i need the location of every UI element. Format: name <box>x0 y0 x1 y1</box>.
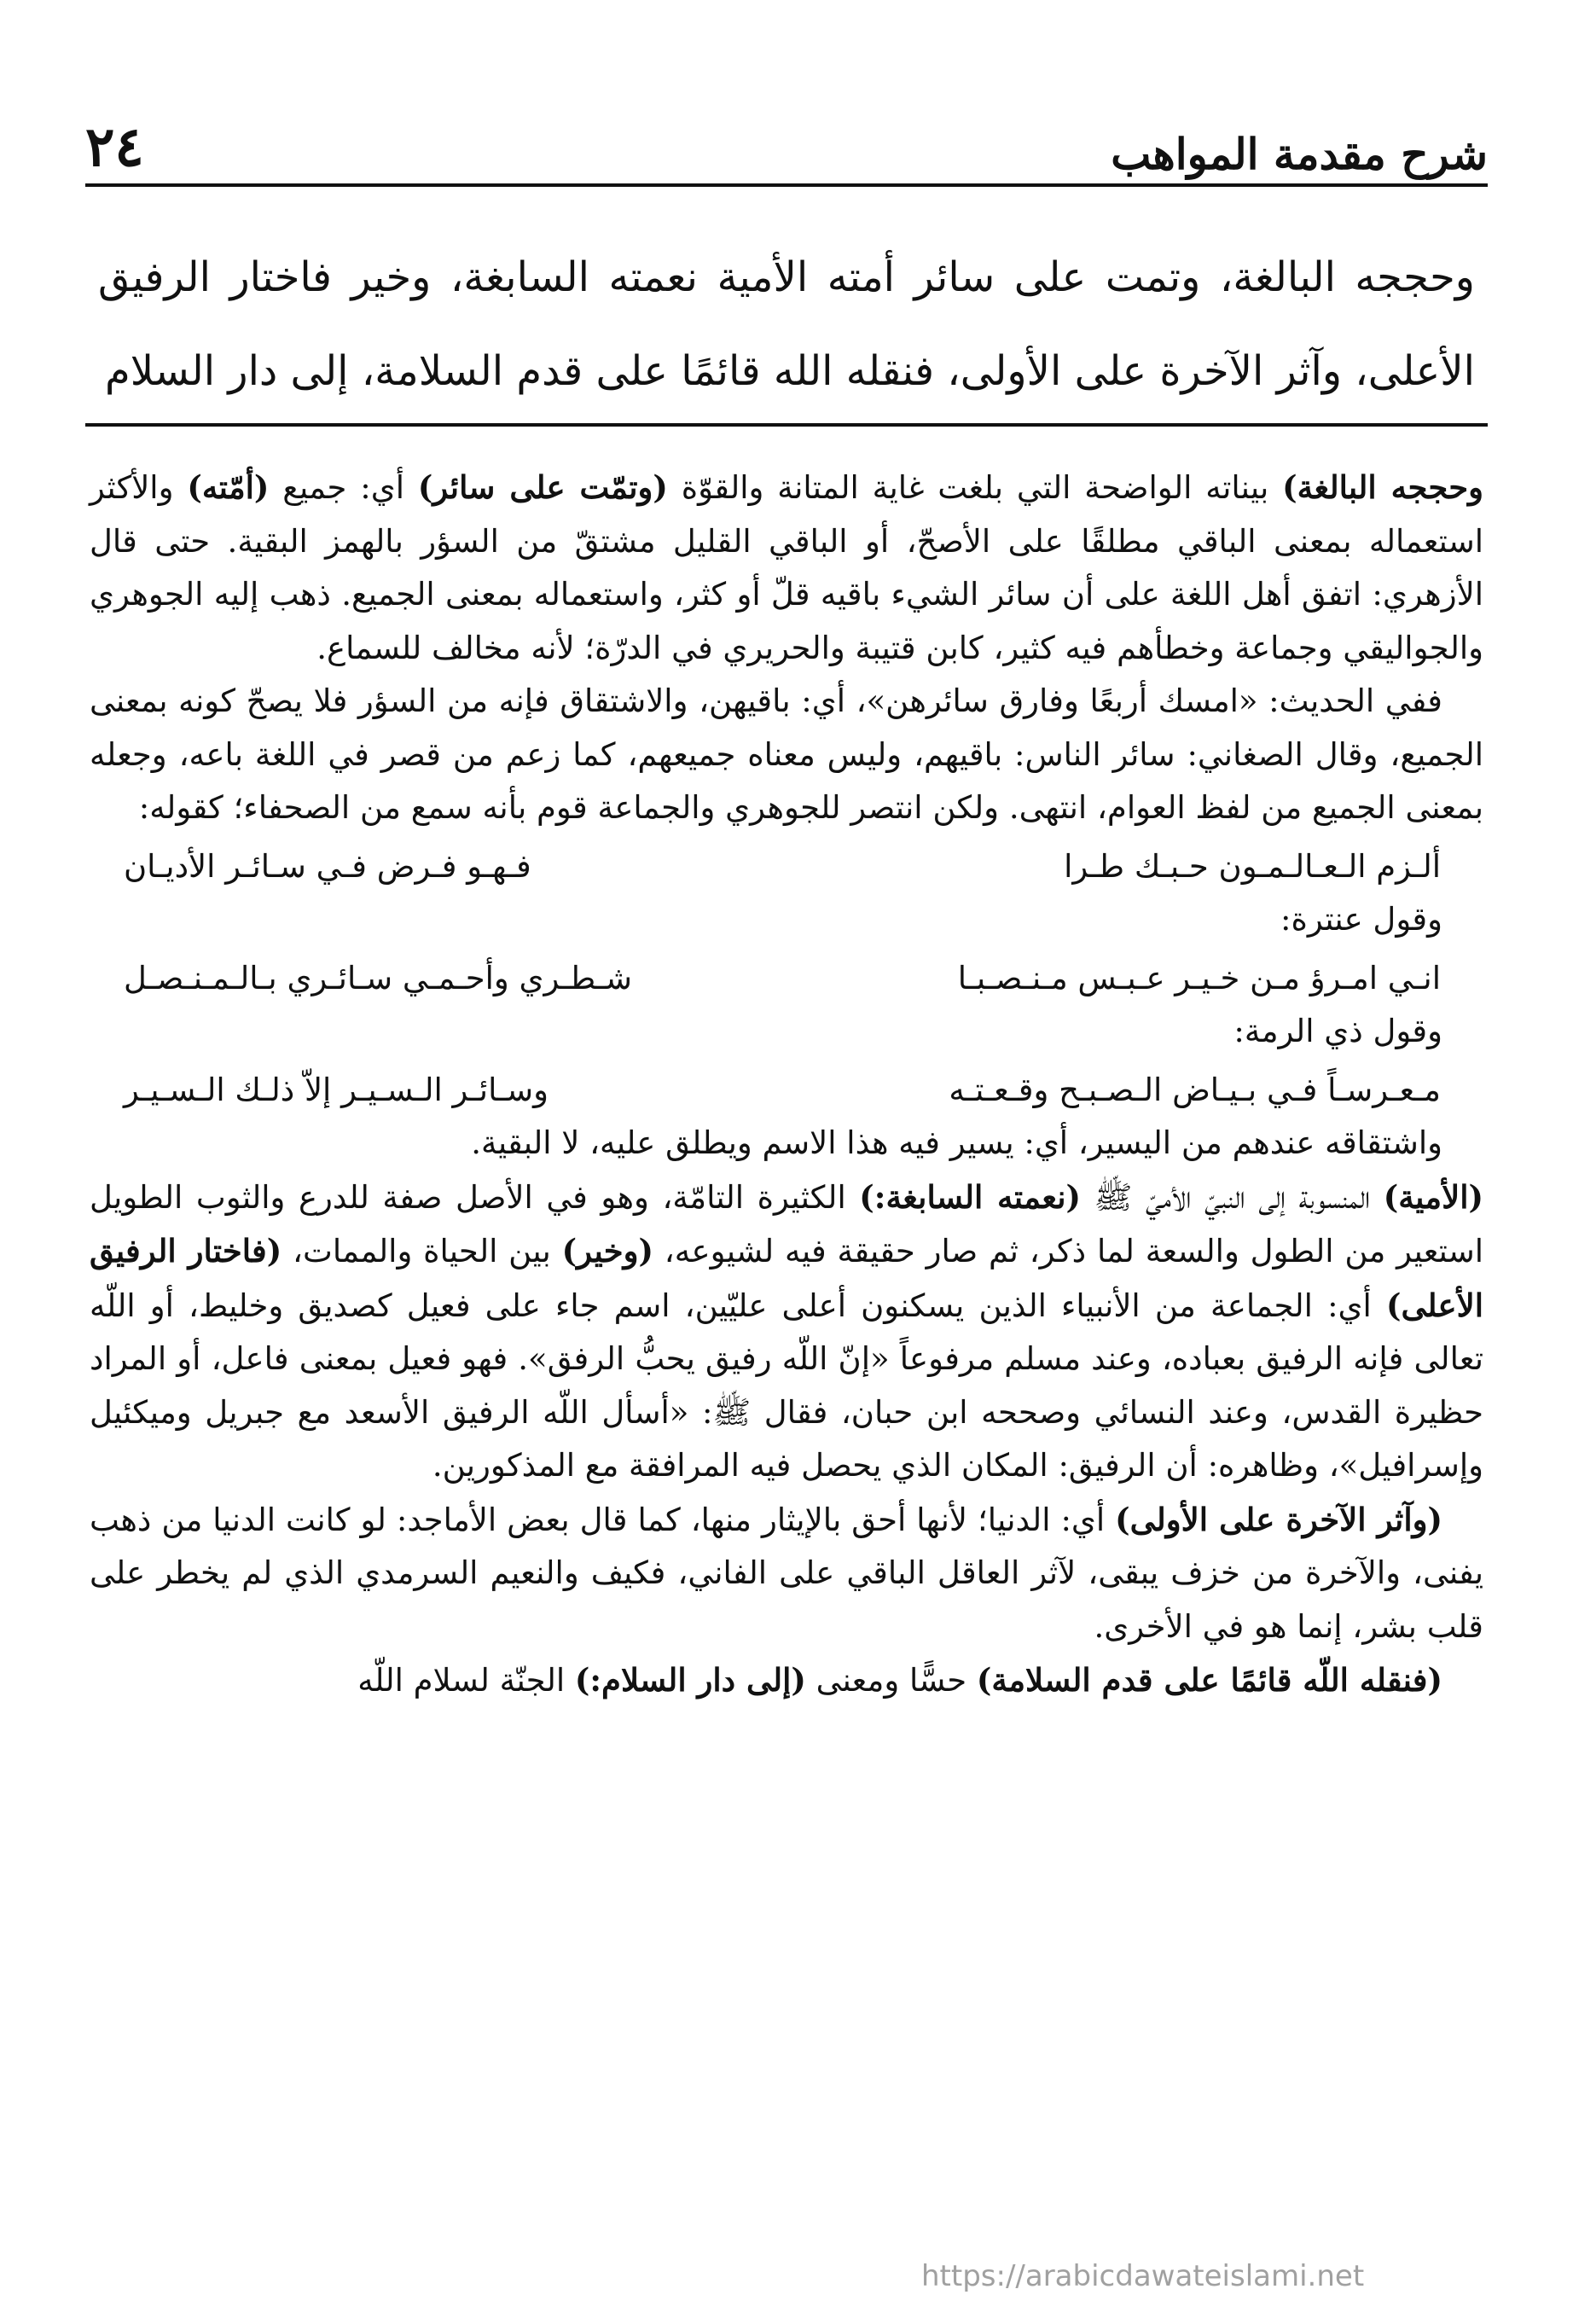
lemma: (الأمية) <box>1383 1177 1483 1216</box>
commentary-text: أي: الدنيا؛ لأنها أحق بالإيثار منها، كما قال بعض الأماجد: لو كانت الدنيا من ذهب يفنى، والآخرة من خزف يبقى، لآثر العاقل الباقي على الفاني، فكيف والنعيم السرمدي الذي لم يخطر على قلب بشر، إنما هو في الأخرى. <box>90 1501 1483 1645</box>
lemma: وحججه البالغة) <box>1282 468 1483 506</box>
running-title: شرح مقدمة المواهب <box>1111 129 1488 179</box>
commentary-text: حسًّا ومعنى <box>805 1662 977 1699</box>
lemma: (أمّته) <box>187 468 270 506</box>
lemma: (فاختار الرفيق الأعلى) <box>90 1232 1483 1324</box>
section-rule <box>85 423 1488 427</box>
commentary-text: بين الحياة والممات، <box>282 1233 562 1269</box>
verse-first-hemistich: ألـزم الـعـالـمـون حـبـك طـرا <box>1064 847 1441 885</box>
commentary-paragraph: ففي الحديث: «امسك أربعًا وفارق سائرهن»، أي: باقيهن، والاشتقاق فإنه من السؤر فلا يصحّ كونه بمعنى الجميع، وقال الصغاني: سائر الناس: باقيهم، وليس معناه جميعهم، كما زعم من قصر في اللغة باعه، وجعله بمعنى الجميع من لفظ العوام، انتهى. ولكن انتصر للجوهري والجماعة قوم بأنه سمع من الصحفاء؛ كقوله: <box>90 683 1483 826</box>
commentary-text: الكثيرة التامّة، وهو في الأصل صفة للدرع والثوب الطويل استعير من الطول والسعة لما ذكر، ثم صار حقيقة فيه لشيوعه، <box>90 1178 1483 1269</box>
commentary-paragraph <box>90 1493 1483 1654</box>
lemma: (وخير) <box>561 1232 653 1269</box>
lemma: (نعمته السابغة:) <box>859 1177 1082 1216</box>
commentary-text: والأكثر استعماله بمعنى الباقي مطلقًا على الأصحّ، أو الباقي القليل مشتقّ من السؤر بالهمز البقية. حتى قال الأزهري: اتفق أهل اللغة على أن سائر الشيء باقيه قلّ أو كثر، واستعماله بمعنى الجميع. ذهب إليه الجوهري والجواليقي وجماعة وخطأهم فيه كثير، كابن قتيبة والحريري في الدرّة؛ لأنه مخالف للسماع. <box>90 469 1483 666</box>
lemma: (وتمّت على سائر) <box>417 468 668 506</box>
watermark-url: https://arabicdawateislami.net <box>921 2259 1365 2293</box>
verse-second-hemistich: وسـائـر الـسـيـر إلاّ ذلـك الـسـيـر <box>124 1071 549 1108</box>
commentary-paragraph: واشتقاقه عندهم من اليسير، أي: يسير فيه هذا الاسم ويطلق عليه، لا البقية. <box>471 1124 1442 1161</box>
verse-second-hemistich: شـطـري وأحـمـي سـائـري بـالـمـنـصـل <box>124 959 632 996</box>
commentary-paragraph <box>90 461 1483 675</box>
commentary-text: المنسوبة إلى النبيّ الأميّ ﷺ <box>1081 1178 1384 1216</box>
commentary-text: أي: الجماعة من الأنبياء الذين يسكنون أعلى عليّين، اسم جاء على فعيل كصديق وخليط، أو اللّه تعالى فإنه الرفيق بعباده، وعند مسلم مرفوعاً «إنّ اللّه رفيق يحبُّ الرفق». فهو فعيل بمعنى فاعل، أو المراد حظيرة القدس، وعند النسائي وصححه ابن حبان، فقال ﷺ: «أسأل اللّه الرفيق الأسعد مع جبريل وميكئيل وإسرافيل»، وظاهره: أن الرفيق: المكان الذي يحصل فيه المرافقة مع المذكورين. <box>90 1287 1483 1484</box>
poetry-verse <box>90 952 1483 1006</box>
poetry-verse <box>90 1064 1483 1118</box>
verse-second-hemistich: فـهـو فـرض فـي سـائـر الأديـان <box>124 847 531 885</box>
verse-first-hemistich: انـي امـرؤ مـن خـيـر عـبـس مـنـصـبـا <box>957 959 1441 996</box>
page-header <box>85 111 1488 179</box>
page-number: ٢٤ <box>85 115 144 179</box>
commentary-text: أي: جميع <box>269 469 418 506</box>
header-rule <box>85 183 1488 187</box>
main-text: وحججه البالغة، وتمت على سائر أمته الأمية نعمته السابغة، وخير فاختار الرفيق الأعلى، وآثر الآخرة على الأولى، فنقله الله قائمًا على قدم السلامة، إلى دار السلام <box>98 253 1475 395</box>
lemma: (فنقله اللّه قائمًا على قدم السلامة) <box>976 1661 1442 1699</box>
commentary-text: الجنّة لسلام اللّه <box>357 1662 575 1699</box>
verse-intro: وقول ذي الرمة: <box>1233 1013 1442 1049</box>
lemma: (وآثر الآخرة على الأولى) <box>1115 1500 1442 1538</box>
poetry-verse <box>90 840 1483 894</box>
lemma: (إلى دار السلام:) <box>574 1661 806 1699</box>
commentary-text: بيناته الواضحة التي بلغت غاية المتانة والقوّة <box>667 469 1283 506</box>
commentary-paragraph <box>90 1653 1483 1708</box>
verse-intro: وقول عنترة: <box>1280 901 1442 938</box>
commentary <box>90 461 1483 1708</box>
verse-first-hemistich: مـعـرسـاً فـي بـيـاض الـصـبـح وقـعـتـه <box>949 1071 1441 1108</box>
commentary-paragraph <box>90 1171 1483 1493</box>
